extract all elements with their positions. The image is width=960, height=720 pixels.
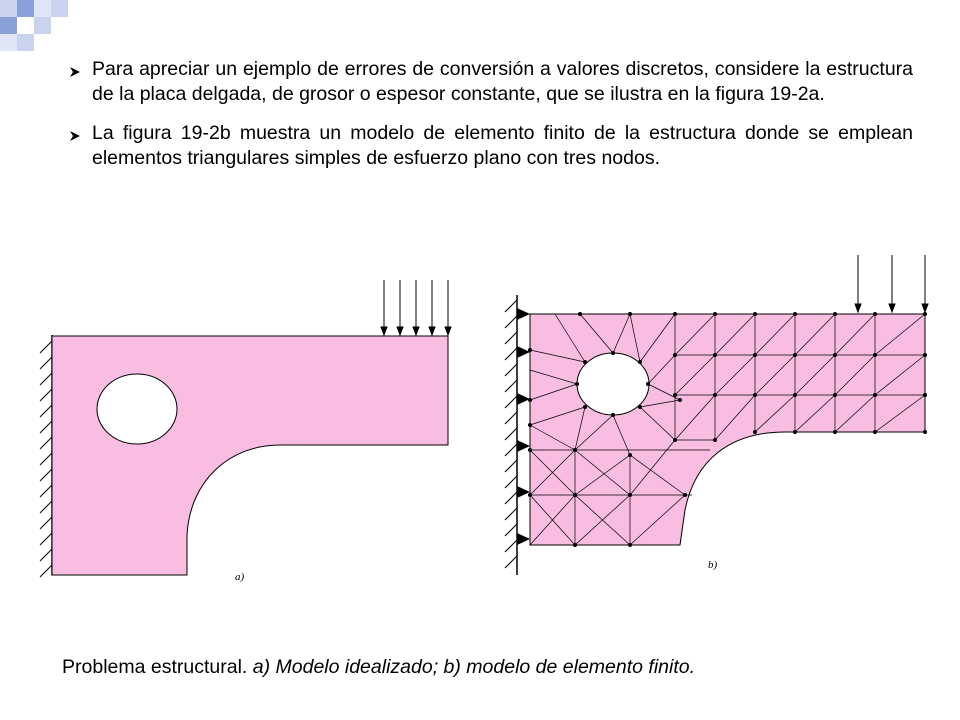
corner-decoration <box>0 0 80 60</box>
arrowhead-bullet-icon <box>58 121 92 142</box>
bullet-text: Para apreciar un ejemplo de errores de conversión a valores discretos, considere la estructura de la placa delgada, de grosor o espesor constante, que se ilustra en la figura 19-2a. <box>92 58 913 105</box>
figure-a-label: a) <box>235 571 245 583</box>
mesh-plate-shape <box>530 314 925 545</box>
figure-b-label: b) <box>708 559 718 571</box>
figure-caption <box>62 656 695 679</box>
wall-hatching <box>40 341 52 577</box>
bullet-list <box>58 57 913 185</box>
bullet-item <box>58 57 913 107</box>
plate-shape <box>52 336 448 575</box>
arrowhead-bullet-icon <box>58 57 92 78</box>
load-arrows <box>381 280 451 335</box>
bullet-text: La figura 19-2b muestra un modelo de elemento finito de la estructura donde se emplean elementos triangulares simples de esfuerzo plano con tres nodos. <box>92 122 913 169</box>
bullet-item <box>58 121 913 171</box>
caption-lead: Problema estructural. <box>62 656 253 678</box>
caption-italic: a) Modelo idealizado; b) modelo de elemento finito. <box>252 656 696 678</box>
support-markers <box>517 308 530 545</box>
load-arrows <box>855 255 928 312</box>
figure-b-fem-model <box>480 250 940 580</box>
plate-hole <box>97 374 177 444</box>
figure-a-idealized-model <box>30 275 460 585</box>
wall-hatching <box>505 300 517 568</box>
